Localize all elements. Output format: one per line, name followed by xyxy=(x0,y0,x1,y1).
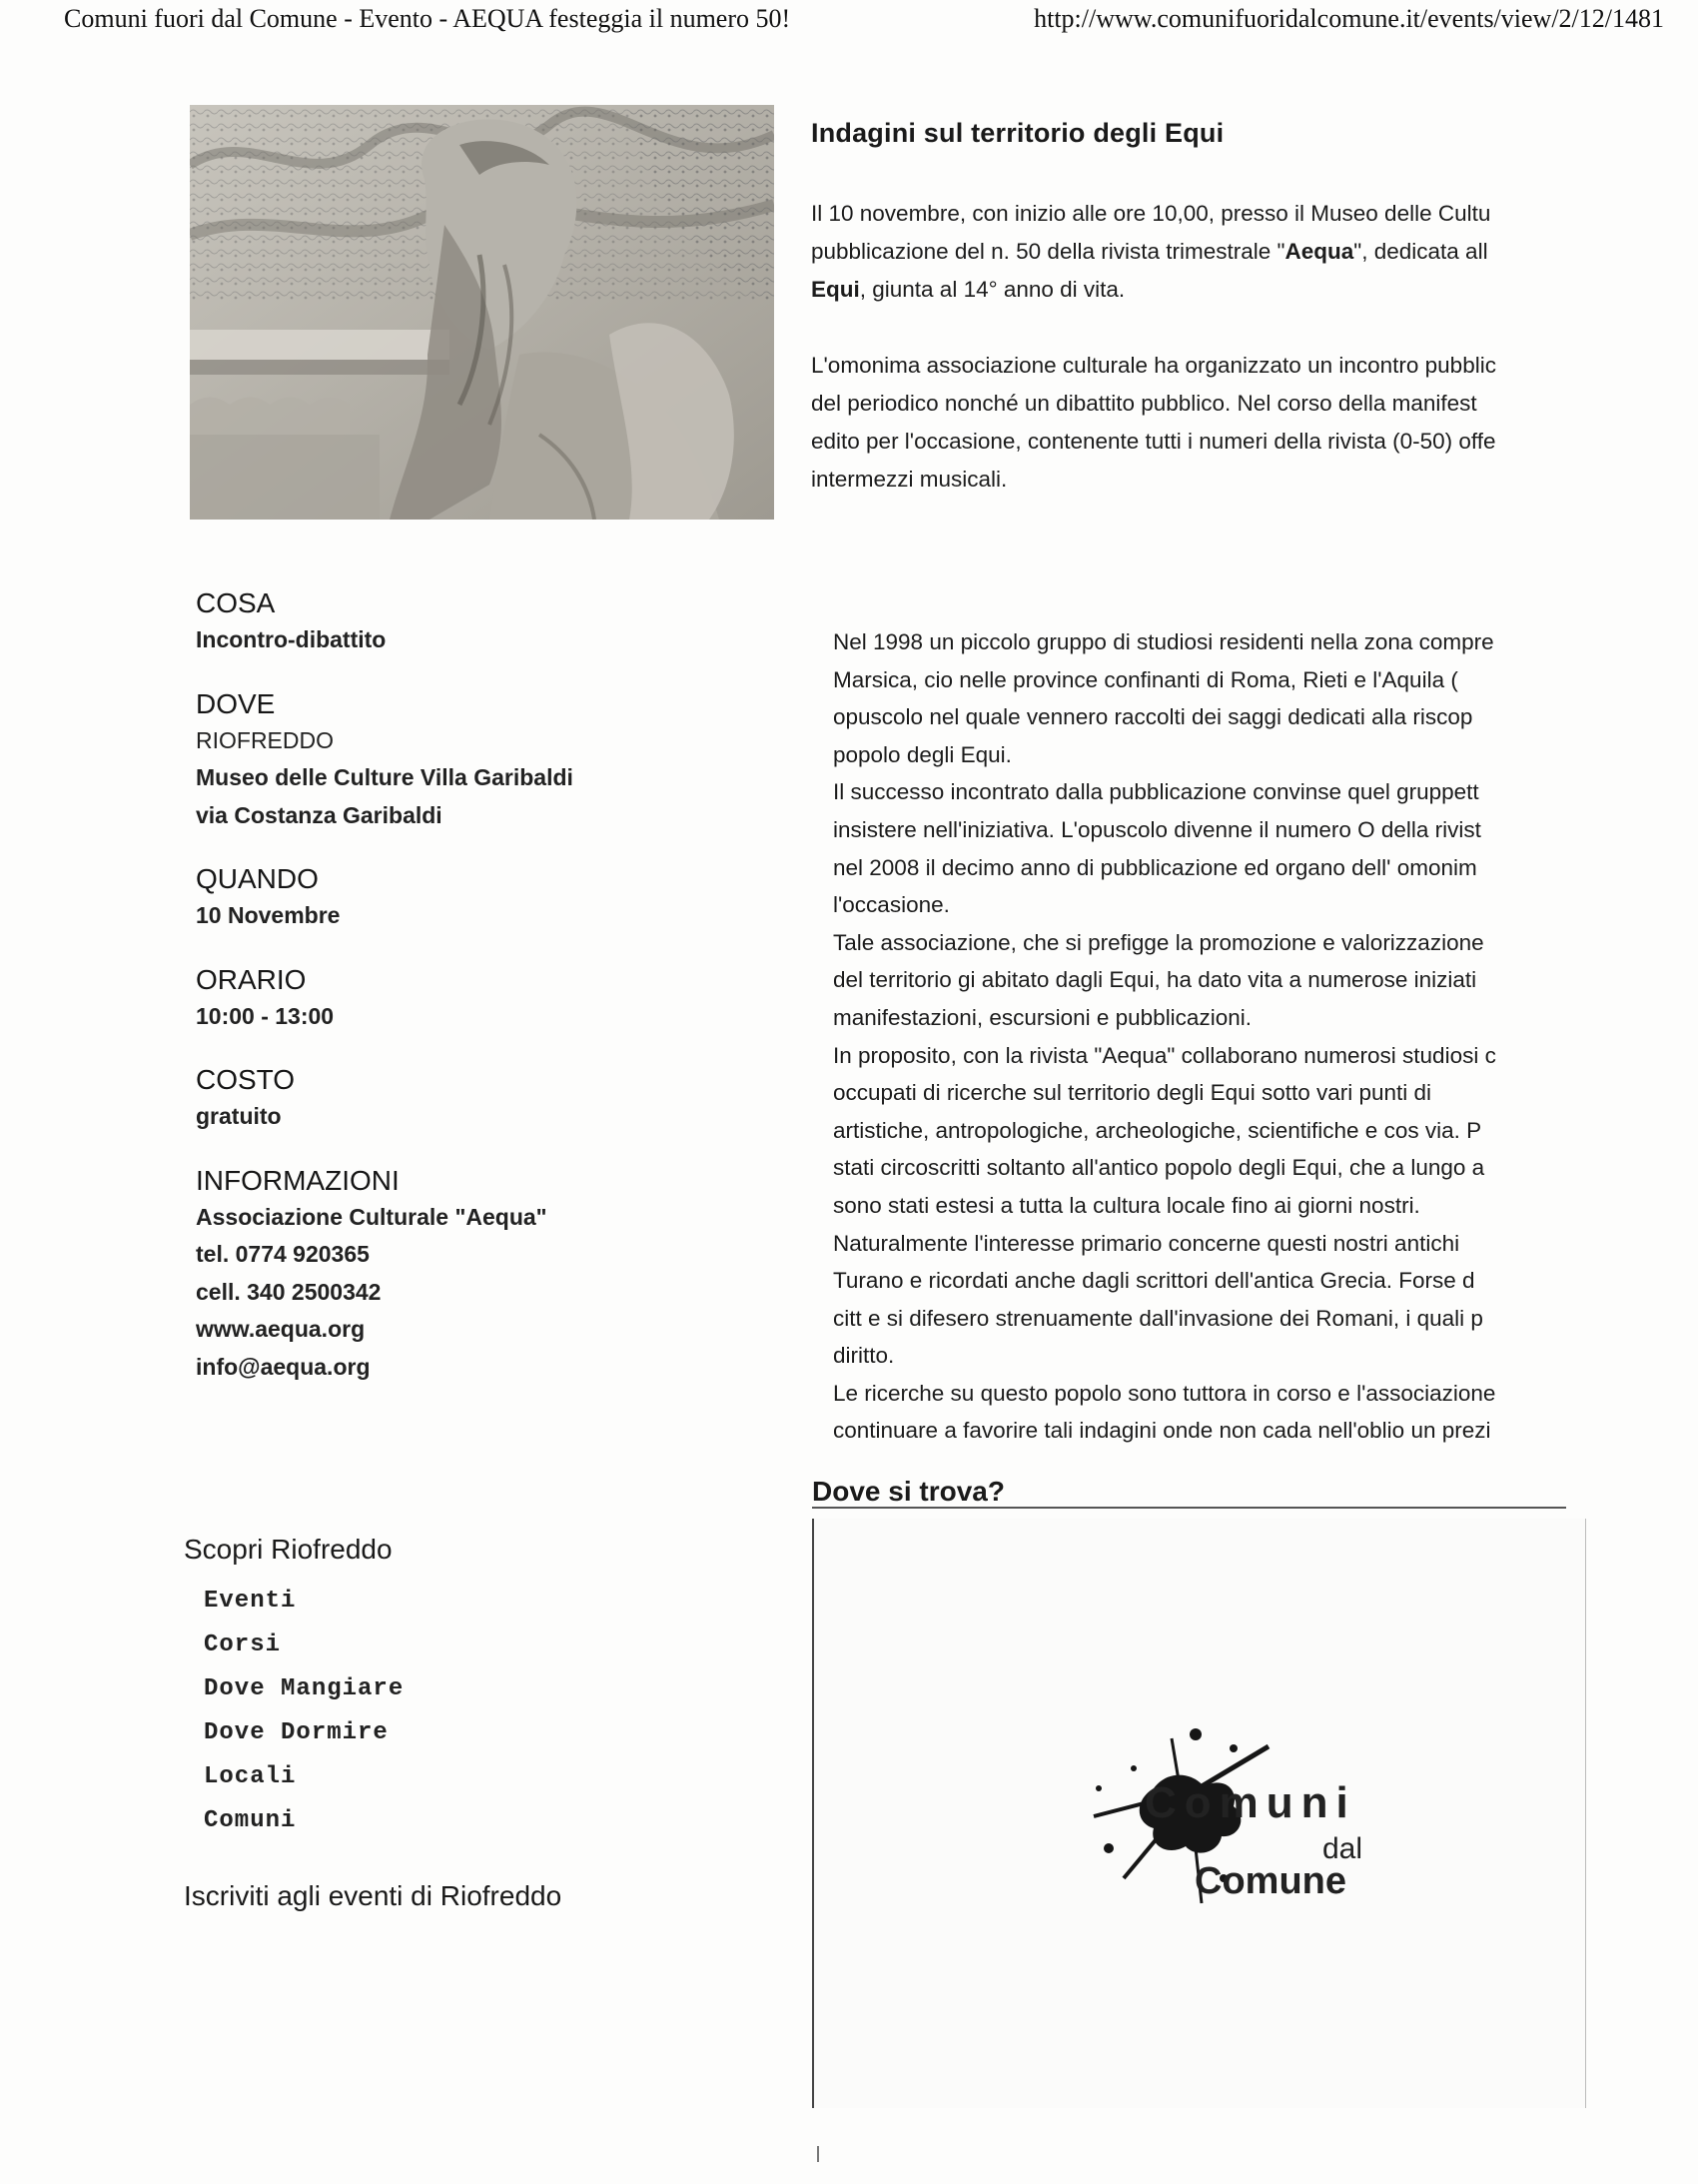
scopri-link-dove-dormire[interactable]: Dove Dormire xyxy=(204,1719,389,1746)
detail-value: Museo delle Culture Villa Garibaldi xyxy=(196,764,573,790)
description-line: sono stati estesi a tutta la cultura locale fino ai giorni nostri. xyxy=(833,1192,1420,1218)
intro-line: intermezzi musicali. xyxy=(811,467,1008,492)
detail-label: QUANDO xyxy=(196,863,319,894)
scopri-link-comuni[interactable]: Comuni xyxy=(204,1807,297,1834)
intro-line: edito per l'occasione, contenente tutti i numeri della rivista (0-50) offe xyxy=(811,429,1496,454)
description-line: stati circoscritti soltanto all'antico popolo degli Equi, che a lungo a xyxy=(833,1155,1485,1181)
logo-word-comuni: Comuni xyxy=(1145,1778,1356,1827)
scopri-title: Scopri Riofreddo xyxy=(184,1534,393,1565)
intro-line: pubblicazione del n. 50 della rivista trimestrale "Aequa", dedicata all xyxy=(811,239,1488,264)
description-line: occupati di ricerche sul territorio degli Equi sotto vari punti di xyxy=(833,1080,1432,1106)
detail-label: COSTO xyxy=(196,1064,296,1095)
description-line: opuscolo nel quale vennero raccolti dei saggi dedicati alla riscop xyxy=(833,704,1473,730)
description-line: In proposito, con la rivista "Aequa" collaborano numerosi studiosi c xyxy=(833,1042,1496,1068)
description-line: manifestazioni, escursioni e pubblicazioni. xyxy=(833,1004,1252,1030)
scopri-link-eventi[interactable]: Eventi xyxy=(204,1588,297,1615)
description-line: Naturalmente l'interesse primario concerne questi nostri antichi xyxy=(833,1230,1460,1256)
event-photo-statue xyxy=(190,105,774,520)
detail-value: Incontro-dibattito xyxy=(196,626,387,652)
description-line: continuare a favorire tali indagini onde non cada nell'oblio un prezi xyxy=(833,1418,1491,1444)
description-line: Le ricerche su questo popolo sono tuttora in corso e l'associazione xyxy=(833,1380,1496,1406)
detail-value: Associazione Culturale "Aequa" xyxy=(196,1203,547,1230)
detail-label: COSA xyxy=(196,587,276,618)
detail-costo xyxy=(196,1062,755,1136)
description-line: Il successo incontrato dalla pubblicazione convinse quel gruppett xyxy=(833,779,1479,805)
description-line: insistere nell'iniziativa. L'opuscolo divenne il numero O della rivist xyxy=(833,816,1481,842)
detail-value: 10:00 - 13:00 xyxy=(196,1002,335,1029)
detail-quando xyxy=(196,861,755,935)
description-line: Tale associazione, che si prefigge la promozione e valorizzazione xyxy=(833,929,1484,955)
intro-line: L'omonima associazione culturale ha organizzato un incontro pubblic xyxy=(811,353,1496,378)
mobile-number: cell. 340 2500342 xyxy=(196,1278,382,1305)
description-line: diritto. xyxy=(833,1343,895,1369)
divider xyxy=(812,1507,1566,1509)
email-link[interactable]: info@aequa.org xyxy=(196,1353,371,1380)
detail-value: gratuito xyxy=(196,1103,282,1129)
description-line: Marsica, cio nelle province confinanti di Roma, Rieti e l'Aquila ( xyxy=(833,666,1458,692)
scopri-link-corsi[interactable]: Corsi xyxy=(204,1632,282,1658)
description-line: l'occasione. xyxy=(833,892,950,918)
scopri-link-locali[interactable]: Locali xyxy=(204,1763,297,1790)
subscribe-link[interactable]: Iscriviti agli eventi di Riofreddo xyxy=(184,1880,562,1911)
logo-word-comune: Comune xyxy=(1195,1860,1346,1902)
detail-orario xyxy=(196,962,755,1036)
detail-value: 10 Novembre xyxy=(196,902,341,928)
detail-label: INFORMAZIONI xyxy=(196,1164,400,1196)
detail-value: via Costanza Garibaldi xyxy=(196,801,442,828)
intro-line: Il 10 novembre, con inizio alle ore 10,00, presso il Museo delle Cultu xyxy=(811,201,1491,226)
statue-image xyxy=(190,105,774,520)
description-line: citt e si difesero strenuamente dall'invasione dei Romani, i quali p xyxy=(833,1305,1483,1331)
map-title: Dove si trova? xyxy=(812,1476,1005,1507)
detail-informazioni xyxy=(196,1163,755,1387)
description-line: del territorio gi abitato dagli Equi, ha dato vita a numerose iniziati xyxy=(833,967,1477,993)
map-frame-edge xyxy=(817,2146,819,2162)
intro-line: del periodico nonché un dibattito pubblico. Nel corso della manifest xyxy=(811,391,1477,416)
description-line: Turano e ricordati anche dagli scrittori dell'antica Grecia. Forse d xyxy=(833,1268,1475,1294)
detail-cosa xyxy=(196,585,755,659)
description-line: Nel 1998 un piccolo gruppo di studiosi residenti nella zona compre xyxy=(833,629,1494,654)
description-line: artistiche, antropologiche, archeologiche, scientifiche e cos via. P xyxy=(833,1117,1482,1143)
logo-word-dal: dal xyxy=(1322,1832,1363,1865)
scopri-link-dove-mangiare[interactable]: Dove Mangiare xyxy=(204,1675,405,1702)
browser-page-title: Comuni fuori dal Comune - Evento - AEQUA festeggia il numero 50! xyxy=(64,4,791,33)
phone-number: tel. 0774 920365 xyxy=(196,1241,370,1267)
detail-label: ORARIO xyxy=(196,963,307,995)
scopri-section xyxy=(184,1534,683,1843)
intro-line: Equi, giunta al 14° anno di vita. xyxy=(811,277,1126,302)
event-details xyxy=(196,585,755,1413)
event-intro xyxy=(811,118,1570,518)
detail-value: RIOFREDDO xyxy=(196,726,334,753)
detail-label: DOVE xyxy=(196,687,276,719)
detail-dove xyxy=(196,686,755,835)
description-line: nel 2008 il decimo anno di pubblicazione ed organo dell' omonim xyxy=(833,854,1477,880)
event-title: Indagini sul territorio degli Equi xyxy=(811,118,1225,148)
website-link[interactable]: www.aequa.org xyxy=(196,1316,366,1342)
event-description xyxy=(833,623,1568,1453)
description-line: popolo degli Equi. xyxy=(833,741,1012,767)
browser-page-url[interactable]: http://www.comunifuoridalcomune.it/events/view/2/12/1481 xyxy=(1034,4,1664,33)
